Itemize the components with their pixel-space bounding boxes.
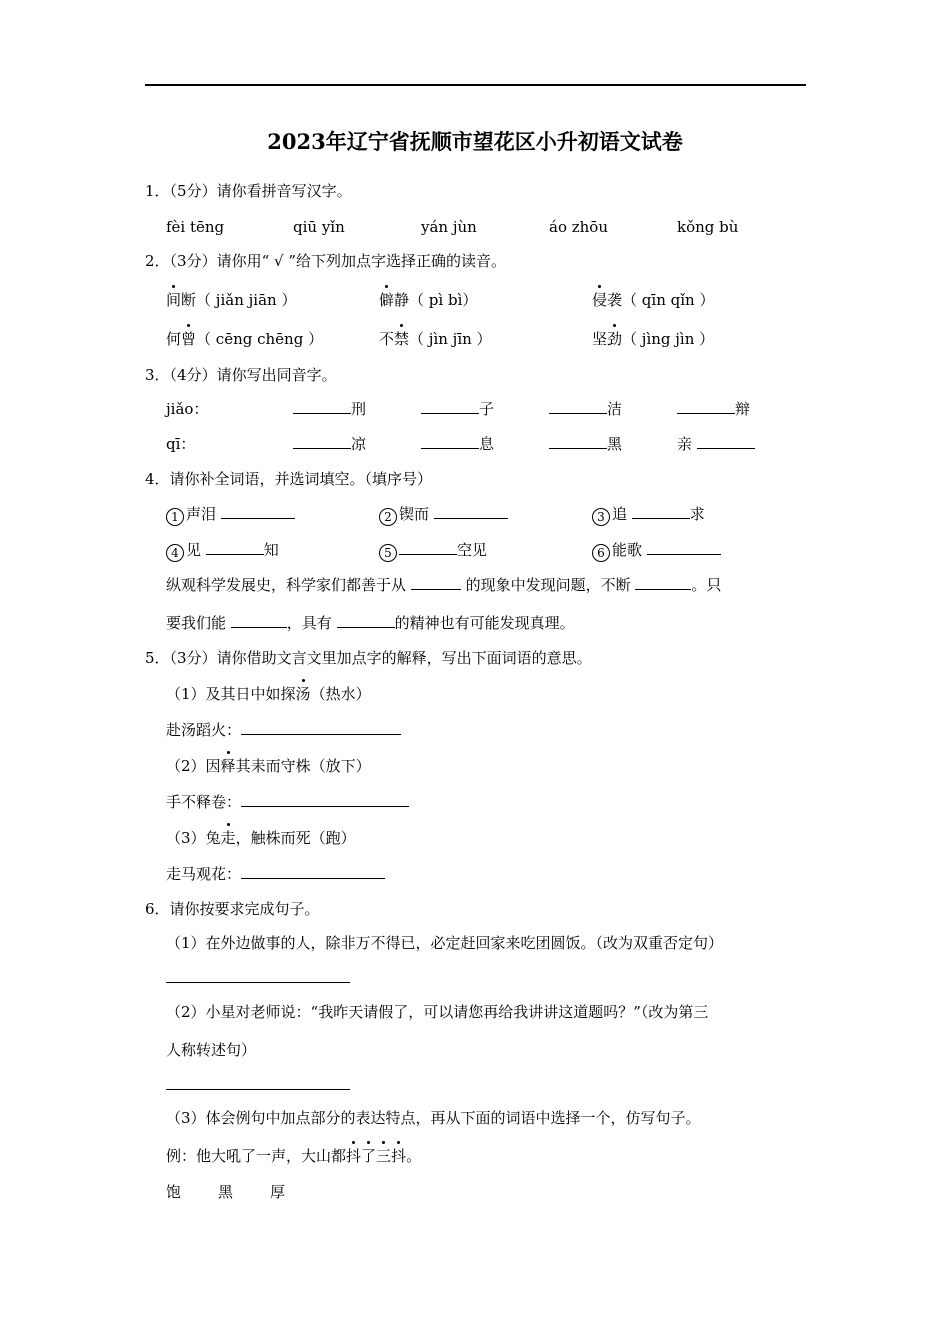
classical-sentence: （3）兔走，触株而死（跑） [166, 829, 356, 847]
question-6 [145, 899, 320, 919]
fill-paragraph: 要我们能 ，具有 的精神也有可能发现真理。 [166, 614, 575, 632]
dotted-char: 侵 [592, 291, 608, 309]
pinyin-item: áo zhōu [549, 218, 608, 236]
idiom-meaning: 赴汤蹈火： [166, 720, 401, 740]
sentence-task: （1）在外边做事的人，除非万不得已，必定赶回家来吃团圆饭。（改为双重否定句） [166, 934, 724, 952]
dotted-char: 僻 [379, 291, 395, 309]
question-text: （3分）请你用“ √ ”给下列加点字选择正确的读音。 [169, 252, 507, 270]
example-sentence: 例：他大吼了一声，大山都抖了三抖。 [166, 1147, 422, 1165]
dotted-char: 间 [166, 291, 182, 309]
question-1 [145, 181, 352, 201]
homophone-blank: 亲 [677, 434, 755, 454]
pinyin-item: fèi tēng [166, 218, 225, 236]
sentence-task: （3）体会例句中加点部分的表达特点，再从下面的词语中选择一个，仿写句子。 [166, 1109, 701, 1127]
homophone-blank: 黑 [549, 434, 622, 454]
homophone-blank: 子 [421, 399, 494, 419]
homophone-blank: 刑 [293, 399, 366, 419]
dotted-char: 了 [361, 1147, 377, 1165]
reading-options: （ pì bì） [409, 291, 478, 309]
word-choice: 饱 [166, 1183, 182, 1201]
reading-item: 间断（ jiǎn jiān ） [166, 291, 297, 309]
pinyin-item: kǒng bù [677, 218, 739, 236]
reading-item: 坚劲（ jìng jìn ） [592, 330, 715, 348]
reading-options: （ jìn jīn ） [409, 330, 492, 348]
dotted-char: 禁 [394, 330, 410, 348]
idiom-item: 2 锲而 [379, 504, 508, 526]
classical-sentence: （2）因释其耒而守株（放下） [166, 757, 371, 775]
dotted-char: 曾 [181, 330, 197, 348]
reading-item: 僻静（ pì bì） [379, 291, 478, 309]
dotted-char: 劲 [607, 330, 623, 348]
idiom-item: 4 见 知 [166, 540, 279, 562]
sentence-task: （2）小星对老师说：“我昨天请假了，可以请您再给我讲讲这道题吗？”（改为第三 [166, 1003, 709, 1021]
row-label: jiǎo： [166, 400, 209, 418]
question-text: （3分）请你借助文言文里加点字的解释，写出下面词语的意思。 [169, 649, 592, 667]
word-choice: 黑 [218, 1183, 234, 1201]
classical-sentence: （1）及其日中如探汤（热水） [166, 685, 371, 703]
dotted-char: 三 [376, 1147, 392, 1165]
question-number: 5． [145, 649, 170, 667]
question-text: 请你补全词语，并选词填空。（填序号） [169, 470, 433, 488]
word-choice: 厚 [270, 1183, 286, 1201]
pinyin-item: qiū yǐn [293, 218, 345, 236]
dotted-char: 释 [220, 757, 236, 775]
reading-options: （ jiǎn jiān ） [196, 291, 297, 309]
pinyin-item: yán jùn [421, 218, 477, 236]
header-rule [145, 84, 806, 86]
reading-item: 侵袭（ qīn qǐn ） [592, 291, 715, 309]
reading-item: 不禁（ jìn jīn ） [379, 330, 492, 348]
reading-options: （ cēng chēng ） [196, 330, 324, 348]
dotted-char: 抖 [346, 1147, 362, 1165]
question-2 [145, 251, 506, 271]
question-number: 6． [145, 900, 170, 918]
dotted-char: 汤 [295, 685, 311, 703]
homophone-blank: 息 [421, 434, 494, 454]
question-number: 4． [145, 470, 170, 488]
question-3 [145, 365, 337, 385]
homophone-blank: 洁 [549, 399, 622, 419]
idiom-item: 5 空见 [379, 540, 487, 562]
question-number: 1． [145, 182, 170, 200]
idiom-item: 1 声泪 [166, 504, 295, 526]
question-number: 3． [145, 366, 170, 384]
fill-paragraph: 纵观科学发展史，科学家们都善于从 的现象中发现问题，不断 。只 [166, 576, 722, 594]
question-5 [145, 648, 592, 668]
idiom-item: 6 能歌 [592, 540, 721, 562]
homophone-blank: 凉 [293, 434, 366, 454]
question-4 [145, 469, 432, 489]
idiom-meaning: 走马观花： [166, 864, 385, 884]
dotted-char: 走 [220, 829, 236, 847]
question-text: （4分）请你写出同音字。 [169, 366, 337, 384]
reading-options: （ qīn qǐn ） [622, 291, 715, 309]
sentence-task-cont: 人称转述句） [166, 1041, 257, 1059]
row-label: qī： [166, 435, 196, 453]
reading-options: （ jìng jìn ） [622, 330, 715, 348]
question-text: （5分）请你看拼音写汉字。 [169, 182, 352, 200]
question-number: 2． [145, 252, 170, 270]
answer-line [166, 968, 350, 988]
idiom-item: 3 追 求 [592, 504, 705, 526]
reading-item: 何曾（ cēng chēng ） [166, 330, 324, 348]
idiom-meaning: 手不释卷： [166, 792, 409, 812]
answer-line [166, 1075, 350, 1095]
page-title: 2023年辽宁省抚顺市望花区小升初语文试卷 [267, 129, 683, 154]
dotted-char: 抖 [391, 1147, 407, 1165]
homophone-blank: 辩 [677, 399, 750, 419]
question-text: 请你按要求完成句子。 [169, 900, 320, 918]
